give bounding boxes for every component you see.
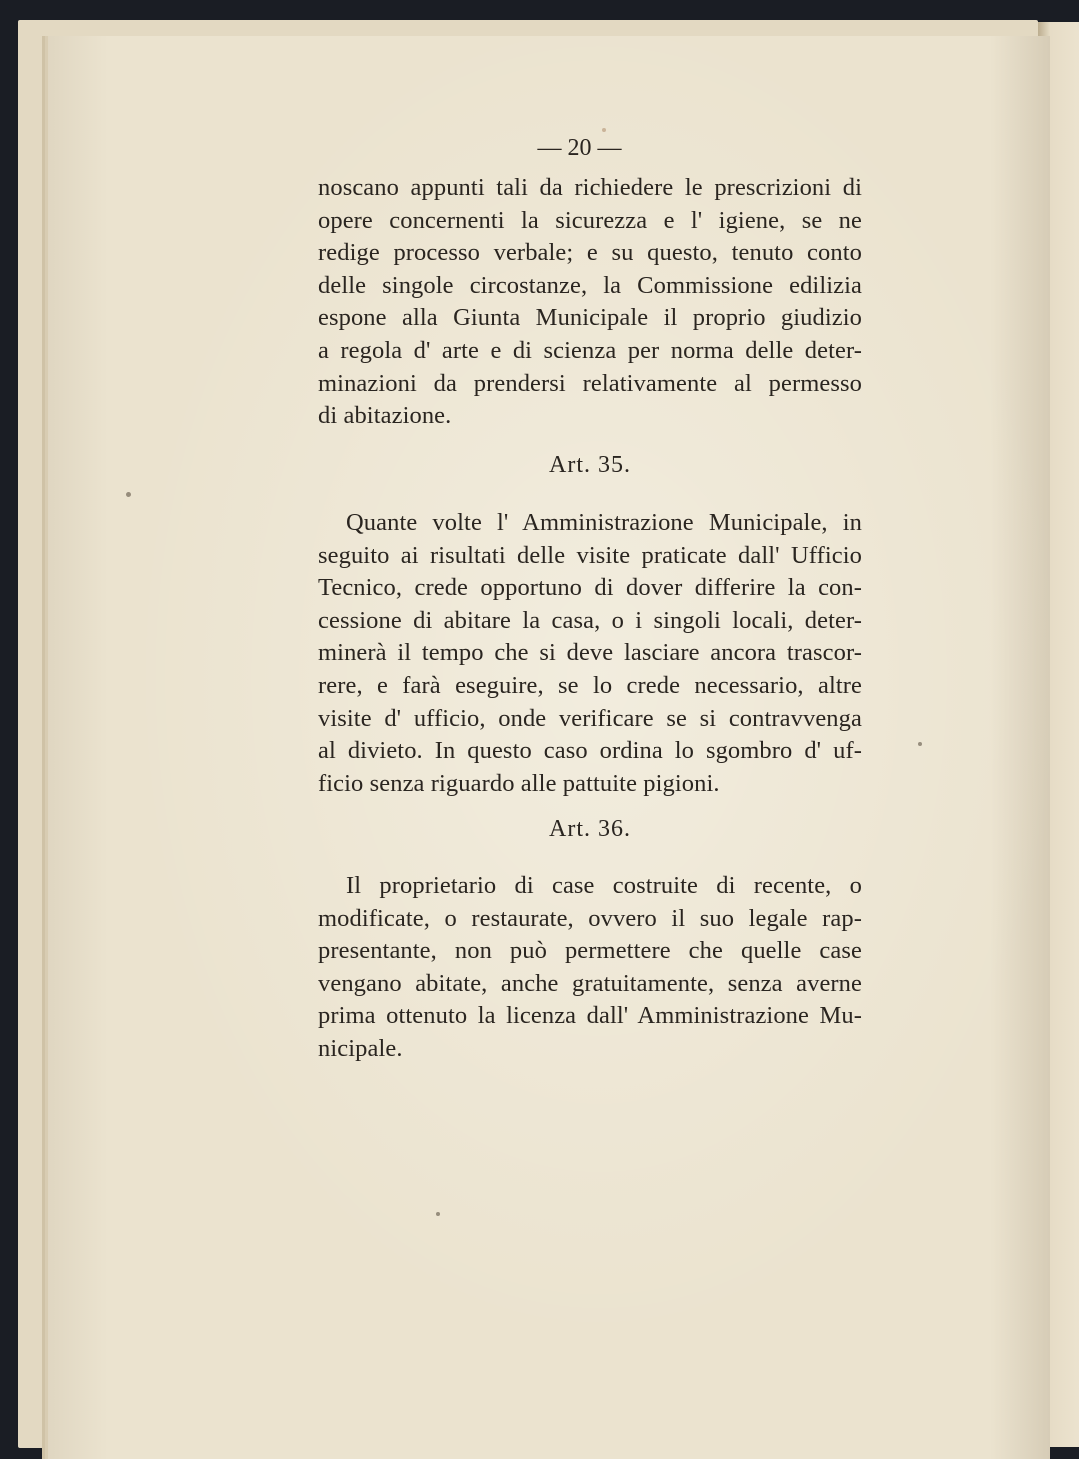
paper-speck [126,492,131,497]
text-line: minazioni da prendersi relativamente al permesso [318,369,862,397]
text-line: al divieto. In questo caso ordina lo sgombro d' uf- [318,737,862,765]
text-line: cessione di abitare la casa, o i singoli locali, deter- [318,606,862,634]
article-36-paragraph [318,870,862,1066]
page-number: — 20 — [537,135,622,161]
text-line: opere concernenti la sicurezza e l' igiene, se ne [318,206,862,234]
text-line: espone alla Giunta Municipale il proprio giudizio [318,304,862,332]
article-35-heading: Art. 35. [549,452,631,478]
text-line: redige processo verbale; e su questo, tenuto conto [318,239,862,267]
paper-speck [602,128,606,132]
text-line: seguito ai risultati delle visite praticate dall' Ufficio [318,541,862,569]
article-35-paragraph [318,507,862,800]
text-line: nicipale. [318,1034,403,1062]
text-line: presentante, non può permettere che quelle case [318,937,862,965]
text-line: prima ottenuto la licenza dall' Amministrazione Mu- [318,1002,862,1030]
text-line: delle singole circostanze, la Commissione edilizia [318,271,862,299]
article-36-heading: Art. 36. [549,816,631,842]
text-line: vengano abitate, anche gratuitamente, senza averne [318,969,862,997]
text-line: ficio senza riguardo alle pattuite pigioni. [318,769,720,797]
paper-speck [436,1212,440,1216]
text-line: di abitazione. [318,402,452,430]
text-line: Tecnico, crede opportuno di dover differire la con- [318,574,862,602]
text-line: a regola d' arte e di scienza per norma delle deter- [318,336,862,364]
text-line: modificate, o restaurate, ovvero il suo legale rap- [318,904,862,932]
text-line: visite d' ufficio, onde verificare se si contravvenga [318,704,862,732]
text-line: Quante volte l' Amministrazione Municipale, in [346,509,862,536]
text-line: minerà il tempo che si deve lasciare ancora trascor- [318,639,862,667]
text-line: rere, e farà eseguire, se lo crede necessario, altre [318,671,862,699]
text-line: noscano appunti tali da richiedere le prescrizioni di [318,174,862,201]
text-line: Il proprietario di case costruite di recente, o [346,872,862,899]
paragraph-continuation [318,172,862,433]
paper-speck [918,742,922,746]
